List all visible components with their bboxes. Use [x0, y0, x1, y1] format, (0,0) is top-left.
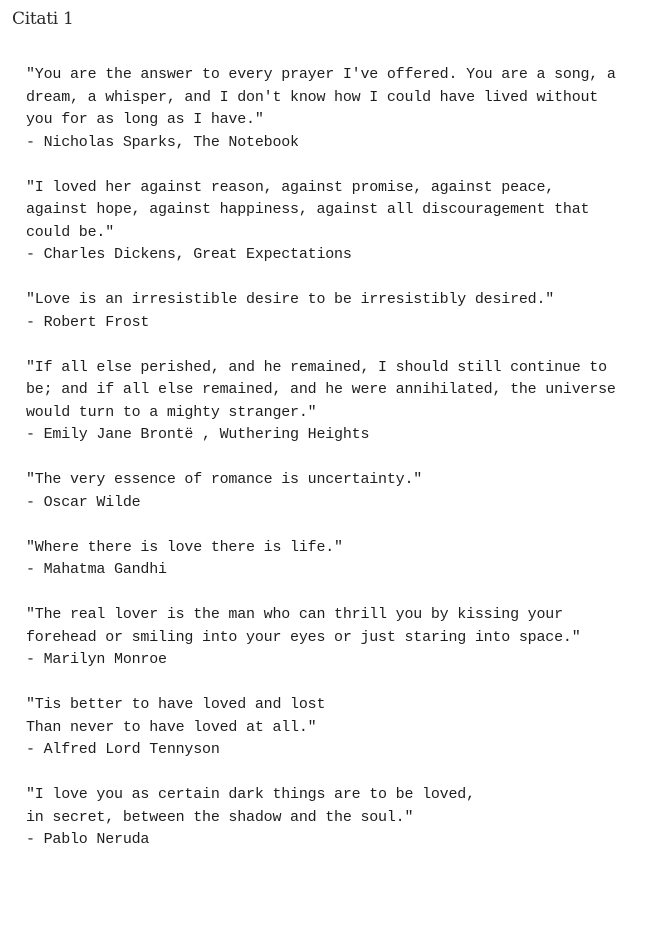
quote-author: - Nicholas Sparks, The Notebook [26, 133, 299, 151]
quote-line: dream, a whisper, and I don't know how I could have lived without [26, 88, 599, 106]
quote-author: - Emily Jane Brontë , Wuthering Heights [26, 426, 370, 443]
quote-line: "If all else perished, and he remained, I should still continue to [26, 358, 607, 376]
quote-block [26, 357, 646, 447]
quote-line: "The real lover is the man who can thrill you by kissing your [26, 606, 563, 623]
quote-author: - Robert Frost [26, 313, 150, 331]
quote-author: - Charles Dickens, Great Expectations [26, 246, 352, 263]
page-title: Citati 1 [12, 9, 74, 29]
quote-block [26, 537, 646, 582]
quote-line: could be." [26, 223, 115, 241]
quote-line: "Love is an irresistible desire to be irresistibly desired." [26, 291, 555, 308]
quote-block [26, 694, 646, 762]
quote-author: - Marilyn Monroe [26, 651, 167, 668]
quote-block [26, 784, 646, 852]
quote-block [26, 177, 646, 267]
quote-author: - Alfred Lord Tennyson [26, 741, 220, 758]
quote-line: "The very essence of romance is uncertainty." [26, 471, 423, 488]
quote-block [26, 64, 646, 154]
quote-line: "Where there is love there is life." [26, 538, 343, 556]
quote-author: - Oscar Wilde [26, 493, 141, 511]
quote-block [26, 289, 646, 334]
quote-line: "I love you as certain dark things are to be loved, [26, 786, 475, 803]
quote-line: forehead or smiling into your eyes or just staring into space." [26, 628, 581, 646]
quote-line: would turn to a mighty stranger." [26, 403, 317, 421]
quote-line: "I loved her against reason, against promise, against peace, [26, 178, 555, 196]
quote-author: - Mahatma Gandhi [26, 561, 167, 578]
quote-line: be; and if all else remained, and he were annihilated, the universe [26, 381, 616, 398]
quote-list [26, 64, 646, 874]
quote-line: "Tis better to have loved and lost [26, 696, 326, 713]
quote-line: you for as long as I have." [26, 111, 264, 128]
quote-block [26, 469, 646, 514]
quote-line: "You are the answer to every prayer I've offered. You are a song, a [26, 66, 616, 83]
quote-line: Than never to have loved at all." [26, 718, 317, 736]
quote-block [26, 604, 646, 672]
quote-line: in secret, between the shadow and the soul." [26, 808, 414, 826]
quote-author: - Pablo Neruda [26, 831, 150, 848]
quote-line: against hope, against happiness, against all discouragement that [26, 201, 590, 218]
